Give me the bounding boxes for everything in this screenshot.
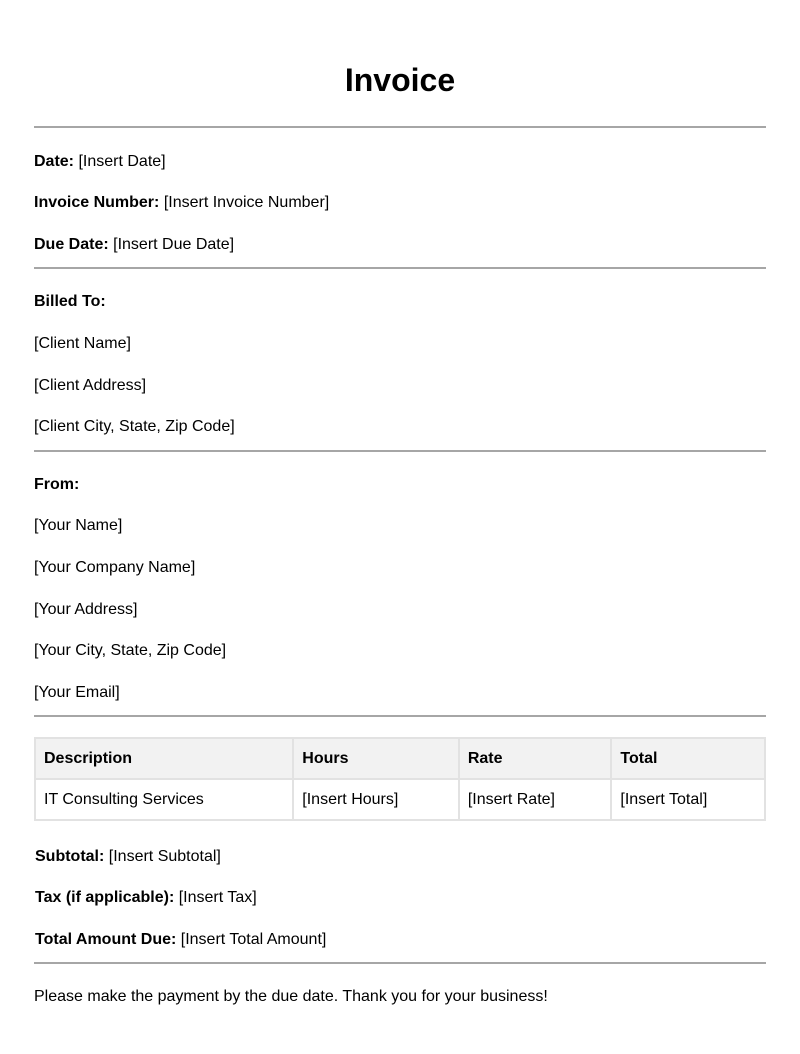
total-amount-value: [Insert Total Amount] <box>180 931 327 948</box>
divider <box>34 267 766 269</box>
due-date-label: Due Date: <box>34 236 109 253</box>
due-date-line <box>34 235 234 255</box>
cell-description: IT Consulting Services <box>35 779 293 820</box>
your-name: [Your Name] <box>34 517 123 534</box>
table-row <box>35 779 765 820</box>
divider <box>34 450 766 452</box>
column-header-hours: Hours <box>293 738 459 779</box>
column-header-rate: Rate <box>459 738 612 779</box>
client-address: [Client Address] <box>34 377 147 394</box>
billed-to-heading <box>34 292 106 312</box>
subtotal-value: [Insert Subtotal] <box>108 848 221 865</box>
subtotal-line <box>35 847 221 867</box>
tax-value: [Insert Tax] <box>178 889 257 906</box>
tax-line <box>35 888 257 908</box>
date-label: Date: <box>34 153 75 170</box>
invoice-number-value: [Insert Invoice Number] <box>163 194 330 211</box>
cell-hours: [Insert Hours] <box>293 779 459 820</box>
column-header-total: Total <box>611 738 765 779</box>
date-value: [Insert Date] <box>78 153 166 170</box>
subtotal-label: Subtotal: <box>35 848 105 865</box>
due-date-value: [Insert Due Date] <box>113 236 235 253</box>
client-name: [Client Name] <box>34 335 131 352</box>
your-email: [Your Email] <box>34 684 120 701</box>
from-heading <box>34 475 79 495</box>
your-address: [Your Address] <box>34 601 138 618</box>
table-header-row <box>35 738 765 779</box>
column-header-description: Description <box>35 738 293 779</box>
divider <box>34 962 766 964</box>
from-label: From: <box>34 476 80 493</box>
total-amount-label: Total Amount Due: <box>35 931 177 948</box>
divider <box>34 126 766 128</box>
client-city-state-zip: [Client City, State, Zip Code] <box>34 418 235 435</box>
invoice-number-line <box>34 193 329 213</box>
your-company-name: [Your Company Name] <box>34 559 196 576</box>
date-line <box>34 152 166 172</box>
total-amount-line <box>35 930 326 950</box>
divider <box>34 715 766 717</box>
payment-note: Please make the payment by the due date. Thank you for your business! <box>34 988 548 1005</box>
cell-total: [Insert Total] <box>611 779 765 820</box>
your-city-state-zip: [Your City, State, Zip Code] <box>34 642 227 659</box>
invoice-number-label: Invoice Number: <box>34 194 160 211</box>
cell-rate: [Insert Rate] <box>459 779 612 820</box>
billed-to-label: Billed To: <box>34 293 106 310</box>
invoice-items-table <box>34 737 766 821</box>
tax-label: Tax (if applicable): <box>35 889 175 906</box>
page-title: Invoice <box>344 62 456 98</box>
